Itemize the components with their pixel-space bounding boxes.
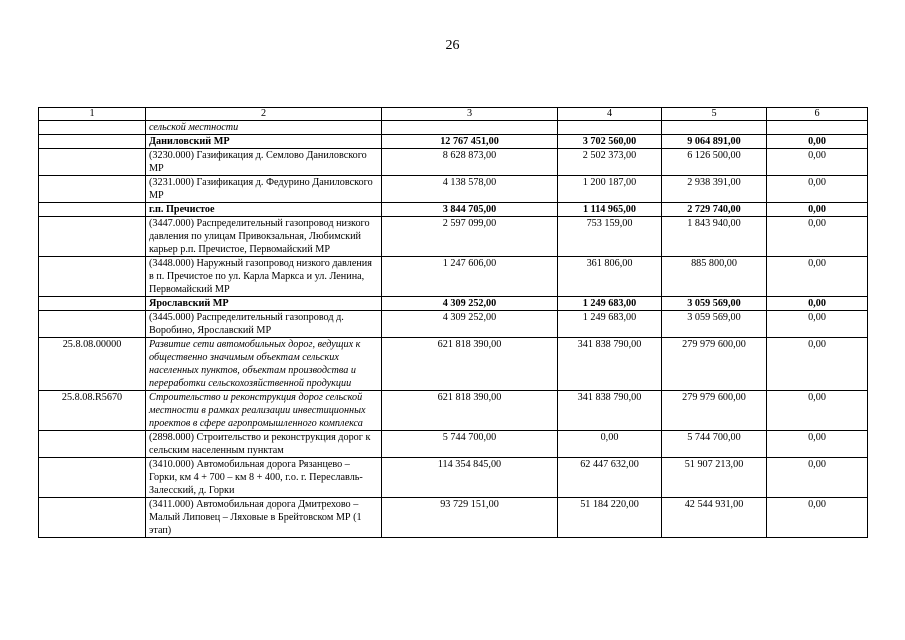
row-col6-cell: 0,00	[767, 431, 868, 458]
row-name-cell: Развитие сети автомобильных дорог, ведущих к общественно значимым объектам сельских населенных пунктов, объектам производства и переработки сельскохозяйственной продукции	[146, 338, 382, 391]
row-col4-cell: 1 249 683,00	[558, 297, 662, 311]
row-total-cell: 621 818 390,00	[382, 338, 558, 391]
row-name-cell: сельской местности	[146, 121, 382, 135]
row-col5-cell: 279 979 600,00	[662, 338, 767, 391]
row-code-cell	[39, 297, 146, 311]
row-col6-cell: 0,00	[767, 203, 868, 217]
row-col5-cell: 6 126 500,00	[662, 149, 767, 176]
row-col4-cell: 1 249 683,00	[558, 311, 662, 338]
row-total-cell: 4 138 578,00	[382, 176, 558, 203]
row-name-cell: (3230.000) Газификация д. Семлово Даниловского МР	[146, 149, 382, 176]
row-total-cell: 8 628 873,00	[382, 149, 558, 176]
row-col4-cell: 0,00	[558, 431, 662, 458]
row-name-cell: (2898.000) Строительство и реконструкция дорог к сельским населенным пунктам	[146, 431, 382, 458]
row-code-cell	[39, 121, 146, 135]
column-header-1: 1	[39, 108, 146, 121]
row-col5-cell: 9 064 891,00	[662, 135, 767, 149]
row-col4-cell	[558, 121, 662, 135]
table-row	[39, 431, 868, 458]
table-row	[39, 257, 868, 297]
row-total-cell: 4 309 252,00	[382, 311, 558, 338]
row-code-cell	[39, 498, 146, 538]
row-col6-cell: 0,00	[767, 498, 868, 538]
column-header-3: 3	[382, 108, 558, 121]
table-row	[39, 498, 868, 538]
row-col4-cell: 1 114 965,00	[558, 203, 662, 217]
table-row	[39, 176, 868, 203]
row-col5-cell: 1 843 940,00	[662, 217, 767, 257]
row-col4-cell: 51 184 220,00	[558, 498, 662, 538]
table-row	[39, 135, 868, 149]
row-col6-cell: 0,00	[767, 149, 868, 176]
row-total-cell: 1 247 606,00	[382, 257, 558, 297]
row-col6-cell: 0,00	[767, 297, 868, 311]
row-name-cell: (3410.000) Автомобильная дорога Рязанцево – Горки, км 4 + 700 – км 8 + 400, г.о. г. Переславль-Залесский, д. Горки	[146, 458, 382, 498]
row-col6-cell: 0,00	[767, 135, 868, 149]
row-code-cell	[39, 217, 146, 257]
table-row	[39, 149, 868, 176]
row-name-cell: (3448.000) Наружный газопровод низкого давления в п. Пречистое по ул. Карла Маркса и ул. Ленина, Первомайский МР	[146, 257, 382, 297]
page-number: 26	[445, 38, 460, 53]
row-code-cell	[39, 431, 146, 458]
row-col5-cell: 3 059 569,00	[662, 297, 767, 311]
row-code-cell	[39, 176, 146, 203]
row-col6-cell: 0,00	[767, 311, 868, 338]
row-col4-cell: 361 806,00	[558, 257, 662, 297]
row-total-cell: 5 744 700,00	[382, 431, 558, 458]
row-code-cell	[39, 203, 146, 217]
row-col6-cell: 0,00	[767, 257, 868, 297]
row-col4-cell: 341 838 790,00	[558, 391, 662, 431]
row-name-cell: (3447.000) Распределительный газопровод низкого давления по улицам Привокзальная, Любимский карьер р.п. Пречистое, Первомайский МР	[146, 217, 382, 257]
row-col4-cell: 341 838 790,00	[558, 338, 662, 391]
row-name-cell: (3445.000) Распределительный газопровод д. Воробино, Ярославский МР	[146, 311, 382, 338]
row-name-cell: (3411.000) Автомобильная дорога Дмитрехово – Малый Липовец – Ляховые в Брейтовском МР (1 этап)	[146, 498, 382, 538]
row-col5-cell: 3 059 569,00	[662, 311, 767, 338]
row-name-cell: Ярославский МР	[146, 297, 382, 311]
column-header-4: 4	[558, 108, 662, 121]
table-row	[39, 311, 868, 338]
table-row	[39, 203, 868, 217]
row-col5-cell: 42 544 931,00	[662, 498, 767, 538]
row-name-cell: (3231.000) Газификация д. Федурино Даниловского МР	[146, 176, 382, 203]
row-code-cell: 25.8.08.00000	[39, 338, 146, 391]
table-row	[39, 391, 868, 431]
header-row	[39, 108, 868, 121]
column-header-5: 5	[662, 108, 767, 121]
row-col4-cell: 1 200 187,00	[558, 176, 662, 203]
row-col4-cell: 753 159,00	[558, 217, 662, 257]
row-name-cell: Строительство и реконструкция дорог сельской местности в рамках реализации инвестиционных проектов в сфере агропромышленного комплекса	[146, 391, 382, 431]
row-total-cell: 12 767 451,00	[382, 135, 558, 149]
row-col6-cell: 0,00	[767, 338, 868, 391]
row-col4-cell: 2 502 373,00	[558, 149, 662, 176]
budget-table	[38, 107, 868, 538]
table-row	[39, 217, 868, 257]
row-total-cell: 114 354 845,00	[382, 458, 558, 498]
row-code-cell	[39, 257, 146, 297]
row-col5-cell: 885 800,00	[662, 257, 767, 297]
column-header-6: 6	[767, 108, 868, 121]
row-name-cell: Даниловский МР	[146, 135, 382, 149]
table-row	[39, 338, 868, 391]
row-col4-cell: 3 702 560,00	[558, 135, 662, 149]
row-total-cell	[382, 121, 558, 135]
row-code-cell	[39, 135, 146, 149]
table-row	[39, 458, 868, 498]
table-row	[39, 297, 868, 311]
row-col5-cell: 5 744 700,00	[662, 431, 767, 458]
row-total-cell: 3 844 705,00	[382, 203, 558, 217]
column-header-2: 2	[146, 108, 382, 121]
row-total-cell: 2 597 099,00	[382, 217, 558, 257]
row-col5-cell: 279 979 600,00	[662, 391, 767, 431]
row-col6-cell: 0,00	[767, 458, 868, 498]
row-total-cell: 93 729 151,00	[382, 498, 558, 538]
row-col6-cell: 0,00	[767, 176, 868, 203]
table-body	[39, 108, 868, 538]
row-col4-cell: 62 447 632,00	[558, 458, 662, 498]
row-code-cell	[39, 458, 146, 498]
row-code-cell	[39, 149, 146, 176]
row-col5-cell: 2 938 391,00	[662, 176, 767, 203]
row-total-cell: 4 309 252,00	[382, 297, 558, 311]
row-code-cell	[39, 311, 146, 338]
row-total-cell: 621 818 390,00	[382, 391, 558, 431]
row-name-cell: г.п. Пречистое	[146, 203, 382, 217]
row-col6-cell: 0,00	[767, 217, 868, 257]
row-col5-cell	[662, 121, 767, 135]
row-col6-cell: 0,00	[767, 391, 868, 431]
row-col5-cell: 2 729 740,00	[662, 203, 767, 217]
row-col5-cell: 51 907 213,00	[662, 458, 767, 498]
row-col6-cell	[767, 121, 868, 135]
row-code-cell: 25.8.08.R5670	[39, 391, 146, 431]
table-row	[39, 121, 868, 135]
